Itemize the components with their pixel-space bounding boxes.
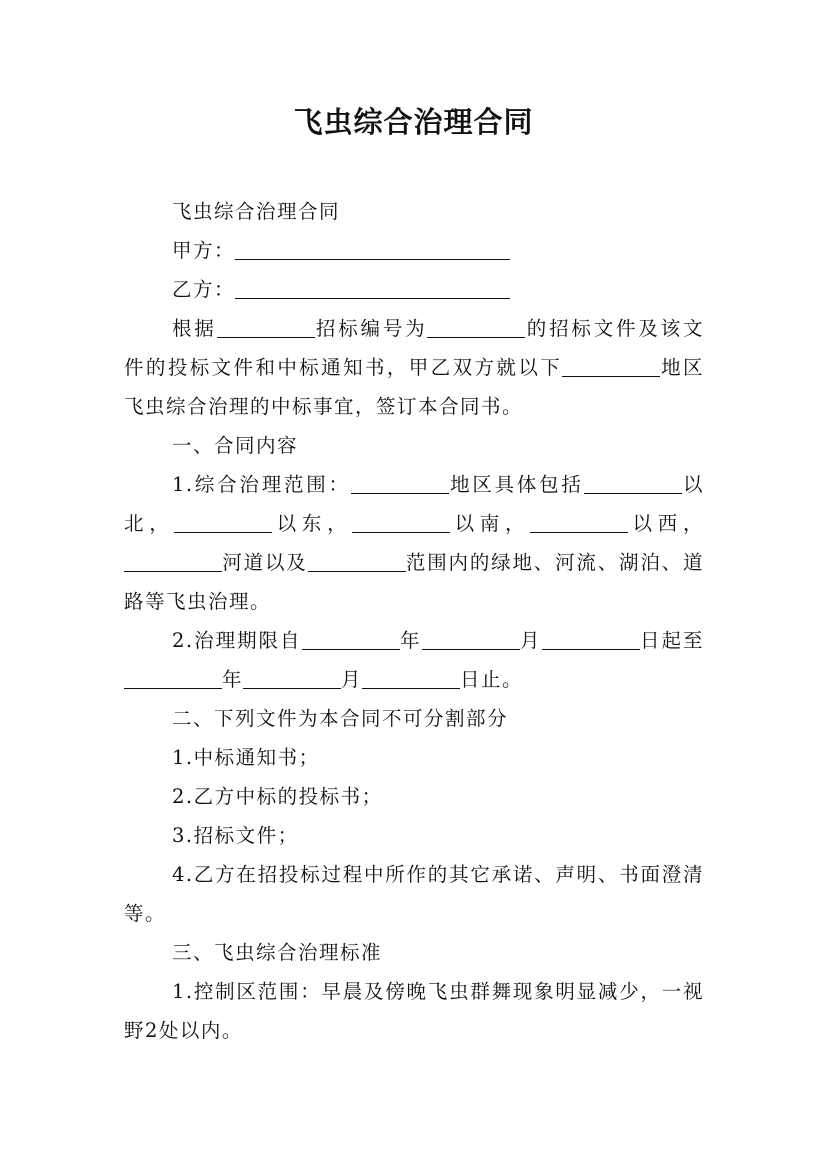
section-2-heading: 二、下列文件为本合同不可分割部分 xyxy=(172,707,509,730)
blank-field xyxy=(427,315,525,338)
intro-text-3: 的招标文件及该文件的投标文件和中标通知书，甲乙双方就以下 xyxy=(124,317,704,379)
blank-field xyxy=(584,471,682,494)
scope-text-1: 1.综合治理范围： xyxy=(172,473,351,496)
blank-field xyxy=(302,627,400,650)
party-b-label: 乙方： xyxy=(172,278,236,301)
blank-field xyxy=(308,549,406,572)
section-2-item: 3.招标文件； xyxy=(172,824,299,847)
party-b-blank xyxy=(235,276,510,299)
blank-field xyxy=(362,666,460,689)
period-text-7: 日止。 xyxy=(460,668,524,691)
scope-paragraph xyxy=(124,465,704,621)
blank-field xyxy=(542,627,640,650)
blank-field xyxy=(243,666,341,689)
period-text-6: 月 xyxy=(341,668,363,691)
blank-field xyxy=(124,666,222,689)
period-text-2: 年 xyxy=(399,629,422,652)
section-2-item: 4.乙方在招投标过程中所作的其它承诺、声明、书面澄清等。 xyxy=(124,863,704,925)
blank-field xyxy=(174,510,272,533)
intro-text-4: 地区飞虫综合治理的中标事宜，签订本合同书。 xyxy=(124,356,704,418)
scope-text-8: 范围内的绿地、河流、湖泊、道路等飞虫治理。 xyxy=(124,551,704,613)
scope-text-3: 以北， xyxy=(124,473,704,535)
party-a-label: 甲方： xyxy=(172,239,236,262)
scope-text-5: 以南， xyxy=(450,512,531,535)
blank-field xyxy=(562,354,660,377)
blank-field xyxy=(351,471,449,494)
scope-text-2: 地区具体包括 xyxy=(448,473,584,496)
blank-field xyxy=(352,510,450,533)
blank-field xyxy=(124,549,222,572)
period-text-3: 月 xyxy=(519,629,542,652)
section-1-heading: 一、合同内容 xyxy=(172,434,299,457)
period-paragraph xyxy=(124,621,704,699)
section-3-heading: 三、飞虫综合治理标准 xyxy=(172,941,383,964)
document-body xyxy=(124,192,704,1050)
period-text-5: 年 xyxy=(222,668,244,691)
blank-field xyxy=(217,315,315,338)
section-2-item: 2.乙方中标的投标书； xyxy=(172,785,383,808)
section-3-item: 1.控制区范围：早晨及傍晚飞虫群舞现象明显减少，一视野2处以内。 xyxy=(124,980,704,1042)
party-a-blank xyxy=(235,237,510,260)
party-a-line xyxy=(124,231,704,270)
scope-text-7: 河道以及 xyxy=(222,551,308,574)
section-2-item: 1.中标通知书； xyxy=(172,746,320,769)
blank-field xyxy=(530,510,628,533)
period-text-1: 2.治理期限自 xyxy=(172,629,302,652)
document-title: 飞虫综合治理合同 xyxy=(293,105,534,139)
intro-text-2: 招标编号为 xyxy=(314,317,428,340)
blank-field xyxy=(422,627,520,650)
intro-text-1: 根据 xyxy=(172,317,217,340)
party-b-line xyxy=(124,270,704,309)
heading-repeat: 飞虫综合治理合同 xyxy=(172,200,341,223)
scope-text-4: 以东， xyxy=(272,512,353,535)
intro-paragraph xyxy=(124,309,704,426)
period-text-4: 日起至 xyxy=(639,629,704,652)
scope-text-6: 以西， xyxy=(628,512,704,535)
